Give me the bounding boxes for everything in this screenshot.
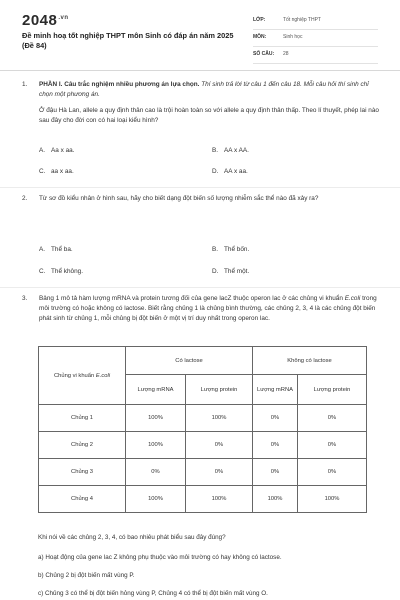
meta-value: Tốt nghiệp THPT — [283, 17, 321, 23]
option-text: Thể một. — [224, 268, 250, 275]
question-number: 3. — [22, 295, 28, 302]
meta-key: MÔN: — [253, 34, 267, 40]
group-header-with-lactose: Có lactose — [126, 347, 253, 375]
question-3 — [22, 294, 382, 344]
meta-value: 28 — [283, 51, 289, 57]
document-title: Đề minh hoạ tốt nghiệp THPT môn Sinh có đáp án năm 2025 (Đề 84) — [22, 31, 234, 50]
question-number: 1. — [22, 81, 28, 88]
table-cell: 100% — [126, 432, 186, 459]
option-a[interactable] — [39, 245, 73, 255]
table-header-row — [39, 347, 367, 375]
strain-cell: Chủng 1 — [39, 405, 126, 432]
option-letter: B. — [212, 246, 219, 253]
meta-key: SỐ CÂU: — [253, 51, 275, 57]
question-3-prompt: Khi nói về các chủng 2, 3, 4, có bao nhiêu phát biểu sau đây đúng? — [38, 534, 226, 541]
table-cell: 100% — [186, 486, 253, 513]
option-letter: D. — [212, 268, 219, 275]
option-text: Thể không. — [51, 268, 83, 275]
question-2-stem: Từ sơ đồ kiểu nhân ở hình sau, hãy cho biết dạng đột biến số lượng nhiễm sắc thể nào đã xảy ra? — [39, 195, 319, 202]
strain-column-header — [39, 347, 126, 405]
page-header — [0, 0, 400, 64]
option-text: AA x AA. — [224, 147, 249, 154]
table-row — [39, 432, 367, 459]
table-cell: 0% — [186, 459, 253, 486]
option-letter: B. — [212, 147, 219, 154]
stem-species: E.coli — [344, 295, 361, 302]
question-divider — [0, 287, 400, 288]
header-divider — [0, 70, 400, 71]
option-text: Thể ba. — [51, 246, 73, 253]
section-instructions: Thí sinh trả lời từ câu 1 đến câu 18. Mỗi câu hỏi thí sinh chỉ chọn một phương án. — [39, 81, 369, 98]
option-d[interactable] — [212, 267, 249, 277]
logo-text: 2048 — [22, 12, 58, 29]
header-species: E.coli — [95, 372, 111, 379]
option-text: aa x aa. — [51, 168, 74, 175]
option-a[interactable] — [39, 146, 74, 156]
statement-b: b) Chủng 2 bị đột biến mất vùng P. — [38, 572, 135, 579]
option-b[interactable] — [212, 245, 249, 255]
option-c[interactable] — [39, 167, 74, 177]
table-cell: 0% — [253, 405, 298, 432]
meta-row-subject — [253, 29, 378, 47]
table-row — [39, 486, 367, 513]
table-cell: 0% — [253, 459, 298, 486]
option-letter: A. — [39, 147, 46, 154]
subheader-cell: Lượng protein — [186, 375, 253, 405]
option-text: Aa x aa. — [51, 147, 75, 154]
option-letter: C. — [39, 168, 46, 175]
option-letter: C. — [39, 268, 46, 275]
meta-row-count — [253, 46, 378, 64]
question-1-text — [39, 80, 379, 126]
table-cell: 0% — [298, 459, 367, 486]
option-letter: D. — [212, 168, 219, 175]
group-header-without-lactose: Không có lactose — [253, 347, 367, 375]
table-cell: 100% — [186, 405, 253, 432]
option-d[interactable] — [212, 167, 248, 177]
strain-cell: Chủng 2 — [39, 432, 126, 459]
table-cell: 0% — [126, 459, 186, 486]
question-1-stem: Ở đậu Hà Lan, allele a quy định thân cao là trội hoàn toàn so với allele a quy định thân thấp. Theo lí thuyết, phép lai nào sau đây cho đời con có hai loại kiểu hình? — [39, 107, 379, 124]
option-letter: A. — [39, 246, 46, 253]
table-row — [39, 405, 367, 432]
question-number: 2. — [22, 195, 28, 202]
stem-text: Bảng 1 mô tả hàm lượng mRNA và protein tương đối của gene lacZ thuộc operon lac ở các chủng vi khuẩn — [39, 295, 343, 302]
table-cell: 100% — [298, 486, 367, 513]
question-divider — [0, 187, 400, 188]
meta-value: Sinh học — [283, 34, 303, 40]
question-3-stem — [39, 294, 379, 324]
subheader-cell: Lượng protein — [298, 375, 367, 405]
strain-cell: Chủng 3 — [39, 459, 126, 486]
logo-suffix: .vn — [58, 15, 69, 21]
table-cell: 0% — [298, 432, 367, 459]
section-heading: PHẦN I. Câu trắc nghiệm nhiều phương án lựa chọn. — [39, 81, 200, 88]
table-cell: 100% — [126, 486, 186, 513]
statement-c: c) Chủng 3 có thể bị đột biến hỏng vùng P, Chủng 4 có thể bị đột biến mất vùng O. — [38, 590, 268, 597]
table-cell: 100% — [253, 486, 298, 513]
option-c[interactable] — [39, 267, 83, 277]
table-cell: 0% — [253, 432, 298, 459]
header-text: Chủng vi khuẩn — [53, 372, 95, 379]
table-cell: 100% — [126, 405, 186, 432]
subheader-cell: Lượng mRNA — [253, 375, 298, 405]
subheader-cell: Lượng mRNA — [126, 375, 186, 405]
stem-text: trong môi trường có hoặc không có lactose. Biết rằng chủng 1 là chủng bình thường, các chủng 2, 3, 4 là các chủng đột biến phát sinh từ chủng 1, mỗi chủng bị đột biến ở một vị trí duy nhất trong operon lac. — [39, 295, 377, 322]
question-2 — [22, 194, 382, 224]
option-text: AA x aa. — [224, 168, 248, 175]
site-logo[interactable] — [22, 12, 69, 29]
operon-data-table — [38, 346, 367, 513]
strain-cell: Chủng 4 — [39, 486, 126, 513]
option-b[interactable] — [212, 146, 249, 156]
table-row — [39, 459, 367, 486]
statement-a: a) Hoạt động của gene lac Z không phụ thuộc vào môi trường có hay không có lactose. — [38, 554, 282, 561]
table-cell: 0% — [186, 432, 253, 459]
table-cell: 0% — [298, 405, 367, 432]
meta-row-class — [253, 12, 378, 30]
meta-key: LỚP: — [253, 17, 266, 23]
option-text: Thể bốn. — [224, 246, 250, 253]
